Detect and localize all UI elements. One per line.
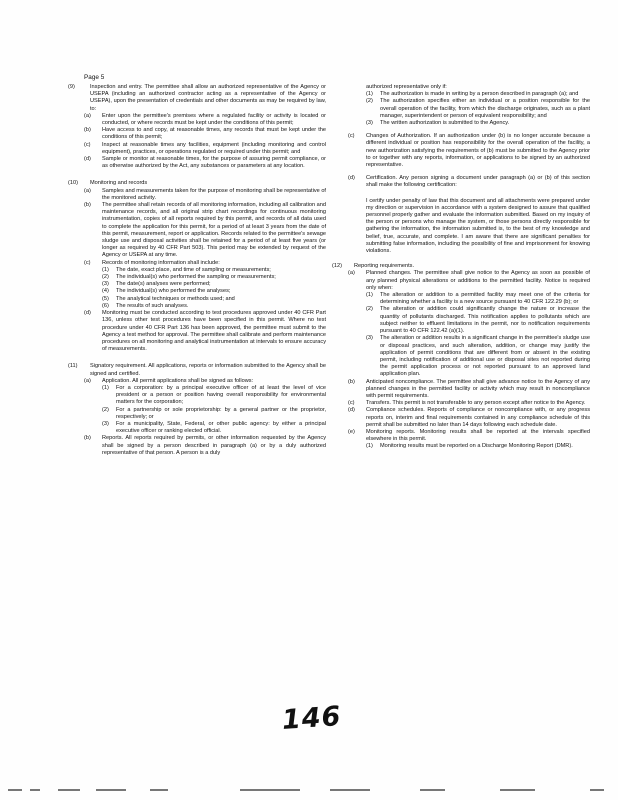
- section-11-continued: [332, 84, 590, 127]
- item-number: (2): [366, 306, 373, 313]
- item-text: The alteration or addition could significantly change the nature or increase the quantity of pollutants discharged. This notification applies to pollutants which are subject neither to effluent limitations in the permit, nor to notification requirements pursuant to 40 CFR 122.42 (a)(1).: [380, 306, 590, 335]
- sub-item: [68, 274, 326, 281]
- item-text: Records of monitoring information shall include:: [102, 259, 220, 266]
- section-heading: [332, 263, 590, 270]
- item-text: Anticipated noncompliance. The permittee shall give advance notice to the Agency of any planned changes in the permitted facility or activity which may result in noncompliance with permit requirements.: [366, 378, 590, 399]
- list-item: [332, 400, 590, 407]
- item-text: Application. All permit applications shall be signed as follows:: [102, 377, 254, 384]
- item-text: The written authorization is submitted to the Agency.: [380, 120, 510, 127]
- item-number: (d): [348, 407, 355, 414]
- item-number: (1): [366, 91, 373, 98]
- item-number: (3): [366, 335, 373, 342]
- item-text: The date(s) analyses were performed;: [116, 281, 211, 288]
- item-text: Certification. Any person signing a document under paragraph (a) or (b) of this section shall make the following certification:: [366, 175, 590, 189]
- item-text: For a municipality, State, Federal, or other public agency: by either a principal executive officer or ranking elected official.: [116, 420, 326, 435]
- item-number: (b): [84, 202, 91, 209]
- item-text: Samples and measurements taken for the purpose of monitoring shall be representative of the monitored activity.: [102, 187, 326, 201]
- section-9-inspection: [68, 84, 326, 170]
- item-number: (6): [102, 302, 109, 309]
- left-column: [68, 84, 326, 463]
- item-text: For a partnership or sole proprietorship: by a general partner or the proprietor, respectively; or: [116, 406, 326, 420]
- scan-mark: [150, 789, 168, 791]
- certification-statement: I certify under penalty of law that this document and all attachments were prepared under my direction or supervision in accordance with a system designed to assure that qualified personnel properly gather and evaluate the information submitted. Based on my inquiry of the person or persons who manage the system, or those persons directly responsible for gathering the information, the information submitted is, to the best of my knowledge and belief, true, accurate, and complete. I am aware that there are significant penalties for submitting false information, including the possibility of fine and imprisonment for knowing violations.: [366, 197, 590, 255]
- sub-item: [68, 421, 326, 435]
- section-text: Inspection and entry. The permittee shall allow an authorized representative of the Agency or USEPA (including an authorized contractor acting as a representative of the Agency or USEPA), upon the presentation of credentials and other documents as may be required by law, to:: [90, 84, 326, 112]
- scan-mark: [590, 789, 604, 791]
- item-text: The individual(s) who performed the analyses;: [116, 288, 231, 295]
- continued-text: authorized representative only if:: [366, 84, 447, 90]
- item-text: The alteration or addition results in a significant change in the permittee's sludge use or disposal practices, and such alteration, addition, or change may justify the application of permit conditions that are different from or absent in the existing permit, including notification of additional use or disposal sites not reported during the permit application process or not reported pursuant to an approved land application plan.: [380, 335, 590, 378]
- item-number: (1): [102, 266, 109, 273]
- list-item: [68, 378, 326, 385]
- list-item: [332, 270, 590, 292]
- sub-item: [332, 443, 590, 450]
- sub-item: [68, 296, 326, 303]
- item-number: (a): [84, 187, 91, 194]
- list-item: [332, 429, 590, 443]
- section-heading: [68, 180, 326, 187]
- item-text: Reports. All reports required by permits, or other information requested by the Agency shall be signed by a person described in paragraph (a) or by a duly authorized representative of that person. A person is a duly: [102, 435, 326, 456]
- item-text: For a corporation: by a principal executive officer of at least the level of vice president or a person or position having overall responsibility for environmental matters for the corporation;: [116, 384, 326, 406]
- footer-scan-marks: [0, 789, 618, 795]
- item-text: The alteration or addition to a permitted facility may meet one of the criteria for determining whether a facility is a new source pursuant to 40 CFR 122.29 (b); or: [380, 292, 590, 306]
- sub-item: [332, 98, 590, 120]
- sub-item: [68, 288, 326, 295]
- sub-item: [68, 385, 326, 407]
- right-column: [332, 84, 590, 457]
- item-text: Compliance schedules. Reports of compliance or noncompliance with, or any progress reports on, interim and final requirements contained in any compliance schedule of this permit shall be submitted no later than 14 days following each schedule date.: [366, 407, 590, 428]
- item-number: (c): [84, 141, 91, 148]
- item-number: (a): [348, 270, 355, 277]
- section-heading: [68, 363, 326, 377]
- list-item: [68, 310, 326, 353]
- section-text: Monitoring and records: [90, 180, 148, 187]
- item-text: The results of such analyses.: [116, 302, 189, 309]
- sub-item: [332, 91, 590, 98]
- scan-mark: [30, 789, 40, 791]
- item-text: Transfers. This permit is not transferable to any person except after notice to the Agency.: [366, 400, 586, 407]
- list-item: [68, 127, 326, 141]
- section-number: (9): [68, 84, 75, 90]
- list-item: [332, 175, 590, 189]
- list-item: [68, 142, 326, 156]
- sub-item: [332, 120, 590, 127]
- item-text: The authorization is made in writing by a person described in paragraph (a); and: [380, 91, 579, 98]
- sub-item: [68, 267, 326, 274]
- item-number: (c): [348, 400, 355, 407]
- list-item: [68, 435, 326, 457]
- list-item: [332, 379, 590, 401]
- scan-mark: [420, 789, 445, 791]
- list-item: [68, 202, 326, 260]
- section-12-reporting: [332, 263, 590, 450]
- item-number: (1): [366, 292, 373, 299]
- section-text: Signatory requirement. All applications, reports or information submitted to the Agency shall be signed and certified.: [90, 363, 326, 377]
- changes-of-authorization: [332, 133, 590, 169]
- item-number: (2): [102, 274, 109, 281]
- list-item: [68, 156, 326, 170]
- item-number: (1): [366, 443, 373, 450]
- item-number: (2): [366, 98, 373, 105]
- sub-item: [68, 281, 326, 288]
- item-text: Monitoring reports. Monitoring results shall be reported at the intervals specified elsewhere in this permit.: [366, 428, 590, 443]
- item-text: Monitoring results must be reported on a Discharge Monitoring Report (DMR).: [380, 443, 573, 450]
- list-item: [68, 260, 326, 267]
- scan-mark: [240, 789, 300, 791]
- certification: [332, 175, 590, 189]
- item-text: The authorization specifies either an individual or a position responsible for the overall operation of the facility, from which the discharge originates, such as a plant manager, superintendent or person of equivalent responsibility; and: [380, 98, 590, 119]
- list-item: [68, 188, 326, 202]
- sub-item: [68, 303, 326, 310]
- item-text: Enter upon the permittee's premises where a regulated facility or activity is located or conducted, or where records must be kept under the conditions of this permit;: [102, 112, 326, 127]
- section-11-signatory: [68, 363, 326, 457]
- item-number: (2): [102, 406, 109, 413]
- item-number: (4): [102, 288, 109, 295]
- item-text: The individual(s) who performed the sampling or measurements;: [116, 274, 276, 281]
- item-text: The analytical techniques or methods used; and: [116, 295, 235, 302]
- section-text: Reporting requirements.: [354, 263, 415, 270]
- item-number: (c): [84, 259, 91, 266]
- section-10-monitoring: [68, 180, 326, 353]
- item-number: (a): [84, 377, 91, 384]
- section-number: (11): [68, 363, 78, 370]
- scan-mark: [500, 789, 535, 791]
- item-number: (e): [348, 428, 355, 435]
- item-number: (5): [102, 295, 109, 302]
- item-number: (b): [84, 435, 91, 442]
- item-number: (c): [348, 133, 355, 140]
- item-text: Have access to and copy, at reasonable times, any records that must be kept under the conditions of this permit;: [102, 127, 326, 141]
- scan-mark: [8, 789, 22, 791]
- item-number: (1): [102, 384, 109, 391]
- item-number: (b): [348, 378, 355, 385]
- handwritten-page-number: 146: [280, 700, 343, 737]
- list-item: [332, 407, 590, 429]
- item-number: (3): [366, 120, 373, 127]
- item-text: The date, exact place, and time of sampling or measurements;: [116, 266, 271, 273]
- item-number: (3): [102, 420, 109, 427]
- sub-item: [332, 292, 590, 306]
- sub-item: [68, 407, 326, 421]
- sub-item: [332, 306, 590, 335]
- scan-mark: [330, 789, 370, 791]
- item-number: (a): [84, 112, 91, 119]
- item-number: (d): [348, 175, 355, 182]
- item-text: The permittee shall retain records of all monitoring information, including all calibration and maintenance records, and all original strip chart recordings for continuous monitoring instrumentation, copies of all reports required by this permit, and records of all data used to complete the application for this permit, for a period of at least 3 years from the date of this permit, measurement, report or application. Records related to the permittee's sewage sludge use and disposal activities shall be retained for a period of at least five years (or longer as required by 40 CFR Part 503). This period may be extended by request of the Agency or USEPA at any time.: [102, 202, 326, 259]
- item-number: (3): [102, 281, 109, 288]
- scan-mark: [96, 789, 126, 791]
- section-heading: [68, 84, 326, 113]
- item-text: Planned changes. The permittee shall give notice to the Agency as soon as possible of any planned physical alterations or additions to the permitted facility. Notice is required only when:: [366, 270, 590, 291]
- list-item: [68, 113, 326, 127]
- sub-item: [332, 335, 590, 378]
- item-text: Inspect at reasonable times any facilities, equipment (including monitoring and control equipment), practices, or operations regulated or required under this permit; and: [102, 141, 326, 155]
- item-text: Sample or monitor at reasonable times, for the purpose of assuring permit compliance, or as otherwise authorized by the Act, any substances or parameters at any location.: [102, 156, 326, 170]
- item-text: Changes of Authorization. If an authorization under (b) is no longer accurate because a different individual or position has responsibility for the overall operation of the facility, a new authorization satisfying the requirements of (b) must be submitted to the Agency prior to or together with any reports, information, or applications to be signed by an authorized representative.: [366, 133, 590, 169]
- scan-mark: [58, 789, 80, 791]
- item-number: (b): [84, 127, 91, 134]
- item-text: Monitoring must be conducted according to test procedures approved under 40 CFR Part 136, unless other test procedures have been specified in this permit. Where no test procedure under 40 CFR Part 136 has been approved, the permittee must submit to the Agency a test method for approval. The permittee shall calibrate and perform maintenance procedures on all monitoring and analytical instrumentation at intervals to ensure accuracy of measurements.: [102, 310, 326, 353]
- section-number: (12): [332, 263, 342, 270]
- item-number: (d): [84, 310, 91, 317]
- item-number: (d): [84, 156, 91, 163]
- section-number: (10): [68, 180, 78, 187]
- list-item: [332, 133, 590, 169]
- page-number-label: Page 5: [84, 74, 105, 81]
